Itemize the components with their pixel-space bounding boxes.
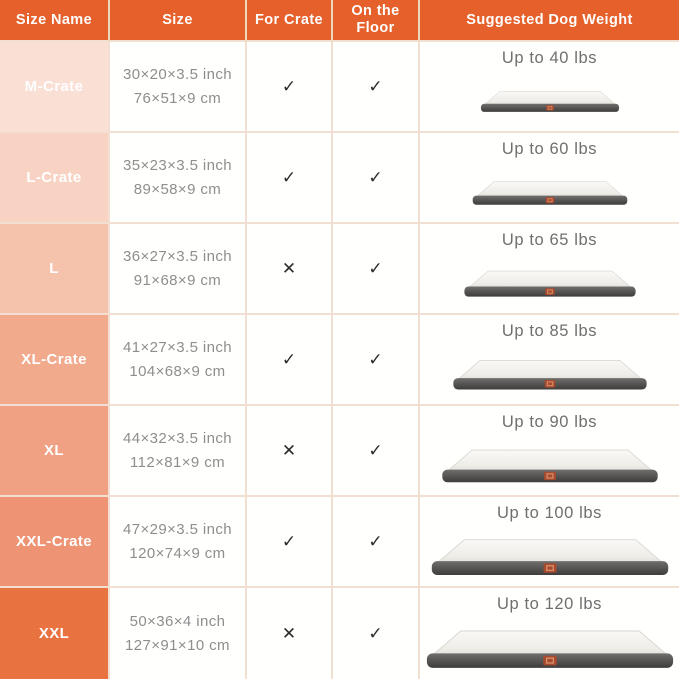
size-cm: 91×68×9 cm — [133, 271, 222, 289]
size-name-cell — [0, 224, 110, 315]
size-inch: 36×27×3.5 inch — [122, 248, 233, 266]
weight-label: Up to 120 lbs — [496, 595, 603, 613]
dog-bed-image — [420, 252, 679, 313]
dog-bed-image — [420, 525, 679, 586]
column-header-for-crate — [247, 0, 333, 42]
size-name-label: XL — [44, 442, 64, 459]
header-label: Suggested Dog Weight — [466, 11, 633, 28]
size-inch: 35×23×3.5 inch — [122, 157, 233, 175]
dog-bed-image — [420, 616, 679, 679]
for-crate-mark: ✓ — [247, 42, 333, 133]
dog-bed-image — [420, 343, 679, 404]
weight-label: Up to 90 lbs — [501, 413, 598, 431]
size-cell — [110, 133, 247, 224]
weight-label: Up to 60 lbs — [501, 140, 598, 158]
weight-cell — [420, 224, 679, 315]
weight-cell — [420, 42, 679, 133]
weight-cell — [420, 406, 679, 497]
weight-cell — [420, 588, 679, 679]
size-cell — [110, 588, 247, 679]
weight-cell — [420, 497, 679, 588]
weight-cell — [420, 133, 679, 224]
for-crate-mark: ✓ — [247, 497, 333, 588]
size-cell — [110, 315, 247, 406]
size-cm: 112×81×9 cm — [129, 453, 226, 471]
on-floor-mark: ✓ — [333, 315, 420, 406]
weight-label: Up to 100 lbs — [496, 504, 603, 522]
size-name-cell — [0, 588, 110, 679]
column-header-size-name — [0, 0, 110, 42]
for-crate-mark: ✕ — [247, 588, 333, 679]
column-header-suggested-dog-weight — [420, 0, 679, 42]
size-cm: 89×58×9 cm — [133, 180, 222, 198]
on-floor-mark: ✓ — [333, 224, 420, 315]
size-cell — [110, 406, 247, 497]
size-inch: 44×32×3.5 inch — [122, 430, 233, 448]
size-name-label: XXL-Crate — [15, 533, 93, 550]
size-name-cell — [0, 497, 110, 588]
size-name-cell — [0, 406, 110, 497]
for-crate-mark: ✕ — [247, 406, 333, 497]
size-inch: 41×27×3.5 inch — [122, 339, 233, 357]
size-cm: 76×51×9 cm — [133, 89, 222, 107]
size-name-cell — [0, 133, 110, 224]
size-inch: 30×20×3.5 inch — [122, 66, 233, 84]
weight-cell — [420, 315, 679, 406]
column-header-size — [110, 0, 247, 42]
for-crate-mark: ✓ — [247, 315, 333, 406]
weight-label: Up to 40 lbs — [501, 49, 598, 67]
size-inch: 47×29×3.5 inch — [122, 521, 233, 539]
size-inch: 50×36×4 inch — [129, 613, 226, 631]
dog-bed-image — [420, 161, 679, 222]
header-label: Size — [162, 11, 193, 28]
size-cell — [110, 224, 247, 315]
header-label: For Crate — [254, 11, 324, 28]
size-cm: 127×91×10 cm — [125, 636, 230, 654]
size-cm: 120×74×9 cm — [129, 544, 226, 562]
size-cell — [110, 42, 247, 133]
on-floor-mark: ✓ — [333, 42, 420, 133]
weight-label: Up to 65 lbs — [501, 231, 598, 249]
size-name-label: XL-Crate — [21, 351, 87, 368]
on-floor-mark: ✓ — [333, 588, 420, 679]
size-name-label: XXL — [38, 625, 70, 642]
dog-bed-image — [420, 70, 679, 131]
header-label: On the Floor — [351, 3, 400, 36]
header-label: Size Name — [15, 11, 93, 28]
size-name-cell — [0, 42, 110, 133]
size-cell — [110, 497, 247, 588]
on-floor-mark: ✓ — [333, 497, 420, 588]
size-name-label: M-Crate — [24, 78, 84, 95]
size-name-cell — [0, 315, 110, 406]
for-crate-mark: ✕ — [247, 224, 333, 315]
size-name-label: L-Crate — [26, 169, 82, 186]
size-cm: 104×68×9 cm — [129, 362, 226, 380]
dog-bed-image — [420, 434, 679, 495]
on-floor-mark: ✓ — [333, 406, 420, 497]
weight-label: Up to 85 lbs — [501, 322, 598, 340]
for-crate-mark: ✓ — [247, 133, 333, 224]
size-name-label: L — [49, 260, 59, 277]
column-header-on-the-floor — [333, 0, 420, 42]
on-floor-mark: ✓ — [333, 133, 420, 224]
